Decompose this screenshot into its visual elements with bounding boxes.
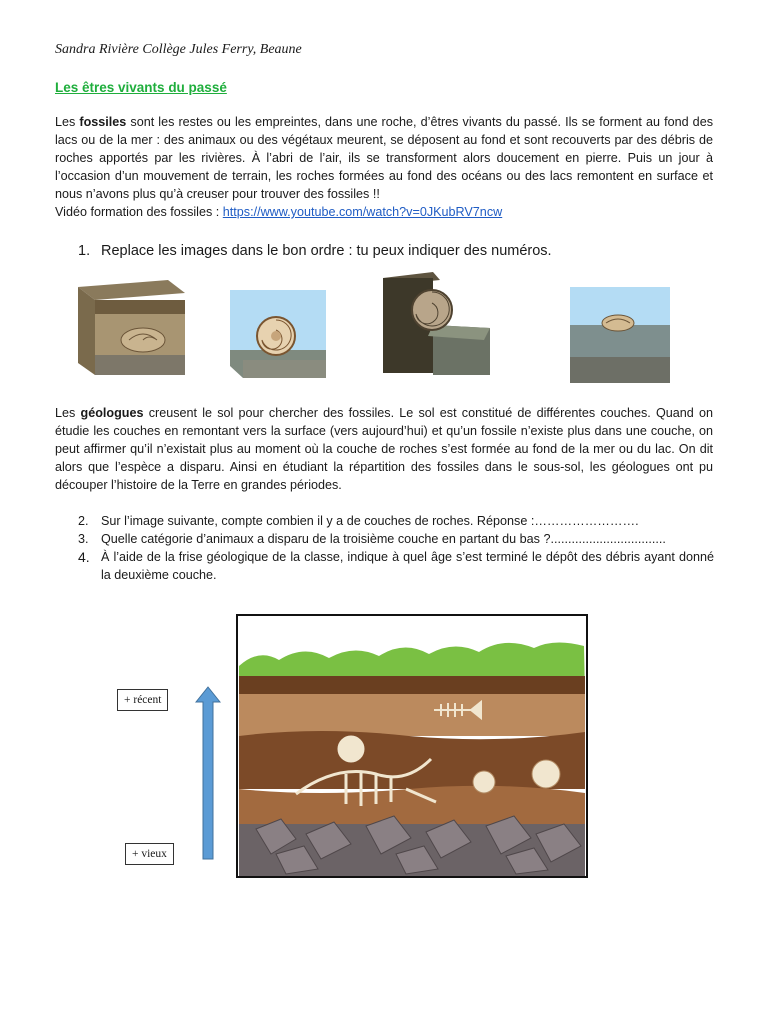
ammonite-icon <box>121 328 165 352</box>
intro-text: sont les restes ou les empreintes, dans une roche, d’êtres vivants du passé. Ils se forment au fond des lacs ou de la mer : des animaux ou des végétaux meurent, se déposent au fond et sont recouverts par des débris de roches apportés par les rivières. À l’abri de l’air, ils se transforment alors doucement en pierre. Puis un jour à l’occasion d’un mouvement de terrain, les roches formées au fond des océans ou des lacs remontent en surface et nous n’avons plus qu’à creuser pour trouver des fossiles !! <box>55 115 713 201</box>
fossil-block-image <box>73 275 188 380</box>
intro-paragraph <box>55 113 713 221</box>
ammonite-icon <box>412 290 452 330</box>
geologists-paragraph <box>55 404 713 494</box>
question-3 <box>78 530 714 548</box>
question-4 <box>78 548 714 584</box>
document-header: Sandra Rivière Collège Jules Ferry, Beaune <box>55 42 302 57</box>
page-title: Les êtres vivants du passé <box>55 80 227 95</box>
geologues-text: creusent le sol pour chercher des fossiles. Le sol est constitué de différentes couches. Quand on étudie les couches en remontant vers la surface (vers aujourd’hui) et qu’un fossile n’existe plus dans une couche, on peut affirmer qu’il n’existait plus au moment où la couche de roches s’est formée au fond de la mer ou du lac. On dit alors que l’espèce a disparu. Ainsi en étudiant la répartition des fossiles dans le sous-sol, les géologues ont pu découper l’histoire de la Terre en grandes périodes. <box>55 406 714 492</box>
question-text: À l’aide de la frise géologique de la classe, indique à quel âge s’est terminé le dépôt des débris ayant donné la deuxième couche. <box>101 550 714 582</box>
fossil-block-image <box>568 285 673 385</box>
video-link[interactable]: https://www.youtube.com/watch?v=0JKubRV7ncw <box>222 205 503 219</box>
fossil-block-image <box>378 270 493 382</box>
question-number: 3. <box>78 532 89 546</box>
question-text: Replace les images dans le bon ordre : tu peux indiquer des numéros. <box>101 243 552 259</box>
question-1 <box>78 243 552 259</box>
intro-bold: fossiles <box>79 115 127 129</box>
strata-illustration <box>236 614 588 878</box>
label-old: + vieux <box>125 843 174 865</box>
geologues-bold: géologues <box>80 406 144 420</box>
fossil-block-image <box>228 288 328 383</box>
ammonite-icon <box>602 315 634 331</box>
question-2 <box>78 512 714 530</box>
question-text: Sur l’image suivante, compte combien il y a de couches de roches. Réponse :……………………. <box>101 514 639 528</box>
question-number: 1. <box>78 243 91 259</box>
question-text: Quelle catégorie d’animaux a disparu de la troisième couche en partant du bas ?................................. <box>101 532 666 546</box>
geologues-pre: Les <box>55 406 81 420</box>
label-recent: + récent <box>117 689 168 711</box>
intro-pre: Les <box>55 115 80 129</box>
video-label: Vidéo formation des fossiles : <box>55 205 223 219</box>
question-number: 2. <box>78 514 89 528</box>
question-list <box>78 512 714 584</box>
question-number: 4. <box>78 549 90 565</box>
ammonite-icon <box>257 317 295 355</box>
arrow-up-icon <box>195 686 221 861</box>
